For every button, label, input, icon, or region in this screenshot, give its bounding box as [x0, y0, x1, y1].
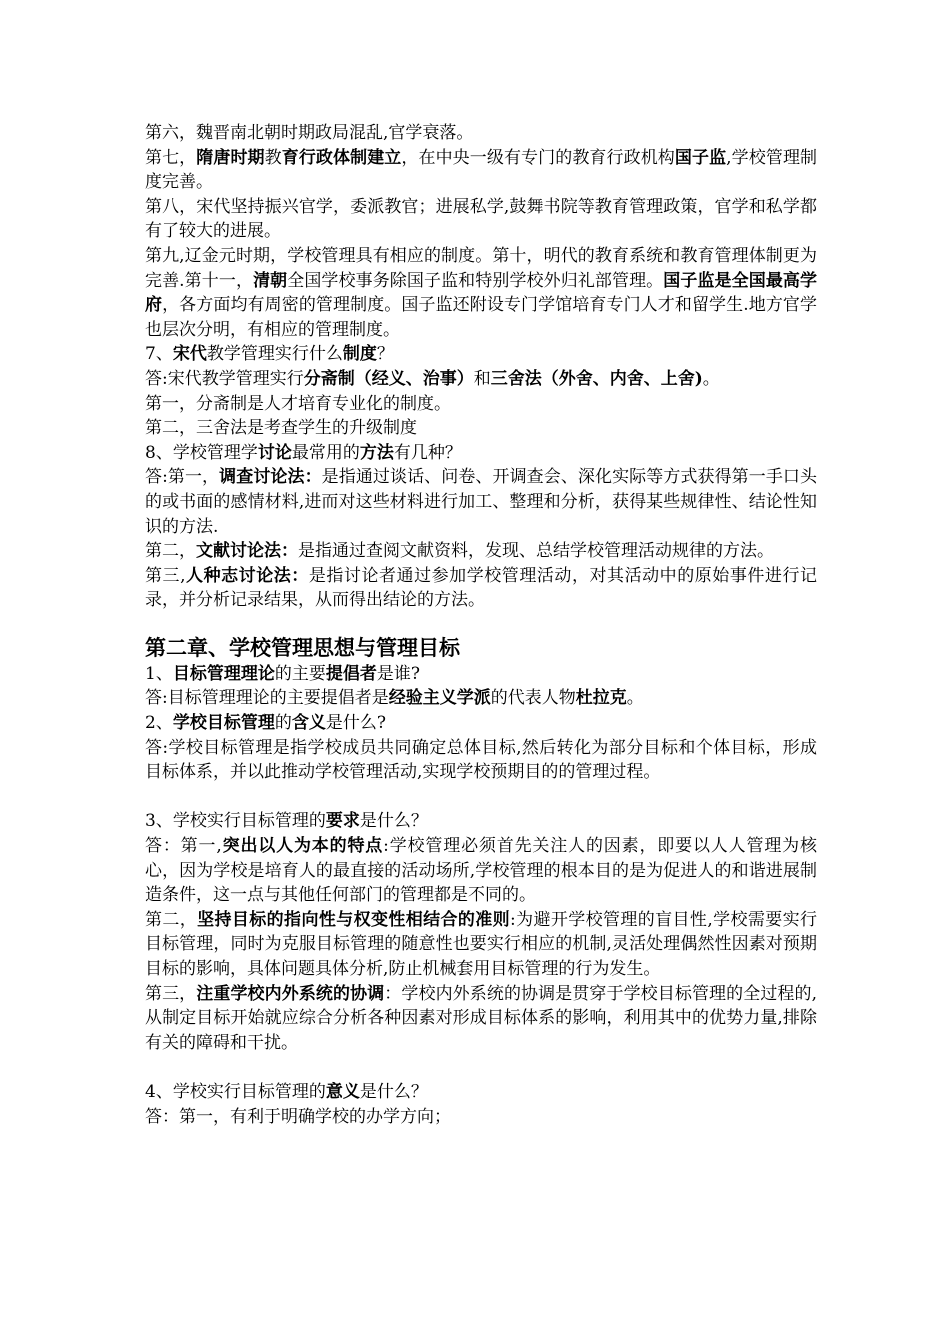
text-run: 3、学校实行目标管理的 [145, 811, 326, 832]
text-run: 8、学校管理学 [145, 442, 258, 463]
text-run: 第三， [145, 983, 197, 1004]
paragraph-c2-a [145, 736, 817, 785]
bold-term: 人种志讨论法： [185, 565, 309, 586]
paragraph-c1-q [145, 662, 817, 687]
text-run: 是指通过查阅文献资料，发现、总结学校管理活动规律的方法。 [298, 541, 774, 562]
paragraph-a7 [145, 367, 817, 392]
paragraph-p-ninth [145, 244, 817, 342]
bold-term: 要求 [325, 811, 360, 832]
bold-term: 国子监 [674, 147, 727, 168]
text-run: 是什么？ [359, 1081, 428, 1102]
text-run: 第三, [145, 565, 186, 586]
text-run: 答:第一， [145, 467, 220, 488]
text-run: 答:宋代教学管理实行 [145, 368, 304, 389]
paragraph-c3-q [145, 809, 817, 834]
text-run: 答：第一, [145, 836, 222, 857]
bold-term: 经验主义学派 [388, 688, 491, 709]
bold-term: 杜拉克 [575, 688, 627, 709]
paragraph-q8 [145, 441, 817, 466]
text-run: 2、 [145, 713, 173, 734]
bold-term: 宋代 [172, 344, 207, 365]
text-run: 第二， [145, 909, 198, 930]
bold-term: 育行政体制建立 [281, 147, 402, 168]
text-run: 全国学校事务除国子监和特别学校外归礼部管理。 [287, 270, 664, 291]
bold-term: 国子监是全国最高学府 [145, 270, 818, 316]
paragraph-c4-q [145, 1080, 817, 1105]
text-run: ，各方面均有周密的管理制度。国子监还附设专门学馆培育专门人才和留学生.地方官学也层次分明，有相应的管理制度。 [145, 295, 817, 340]
text-run: 答：第一，有利于明确学校的办学方向； [145, 1106, 451, 1127]
text-run: 。 [702, 368, 720, 389]
bold-term: 隋唐时期 [196, 147, 265, 168]
bold-term: 制度 [342, 344, 377, 365]
text-run: 是什么? [325, 713, 386, 734]
paragraph-a7-2 [145, 416, 817, 441]
text-run: 第六，魏晋南北朝时期政局混乱,官学衰落。 [145, 123, 474, 143]
text-run: 的主要 [274, 663, 326, 684]
text-run: ？ [376, 344, 394, 365]
text-run: 教 [264, 147, 282, 168]
text-run: 是指讨论者通过参加学校管理活动，对其活动中的原始事件进行记录，并分析记录结果，从而得出结论的方法。 [145, 565, 818, 611]
text-run: ,学校管理制度完善。 [145, 147, 818, 193]
paragraph-c3-a3 [145, 982, 817, 1056]
text-run: ：学校内外系统的协调是贯穿于学校目标管理的全过程的,从制定目标开始就应综合分析各种因素对形成目标体系的影响，利用其中的优势力量,排除有关的障碍和干扰。 [145, 983, 818, 1053]
paragraph-a7-1 [145, 392, 817, 417]
bold-term: 方法 [359, 442, 394, 463]
bold-term: 学校目标管理 [172, 713, 275, 734]
text-run: :为避开学校管理的盲目性,学校需要实行目标管理，同时为克服目标管理的随意性也要实行相应的机制,灵活处理偶然性因素对预期目标的影响，具体问题具体分析,防止机械套用目标管理的行为发生。 [145, 909, 818, 979]
text-run: 第二， [145, 541, 196, 562]
paragraph-c1-a [145, 686, 817, 711]
text-run: 1、 [145, 663, 173, 684]
bold-term: 意义 [325, 1081, 360, 1102]
bold-term: 三舍法（外舍、内舍、上舍) [490, 368, 703, 389]
bold-term: 坚持目标的指向性与权变性相结合的准则 [197, 909, 511, 930]
text-run: 第二，三舍法是考查学生的升级制度 [145, 418, 417, 439]
paragraph-p-eighth [145, 195, 817, 244]
text-run: 教学管理实行什么 [206, 344, 343, 365]
paragraph-a8-1 [145, 465, 817, 539]
chapter-heading: 第二章、学校管理思想与管理目标 [145, 634, 460, 660]
text-run: 第八，宋代坚持振兴官学，委派教官；进展私学,鼓舞书院等教育管理政策，官学和私学都有了较大的进展。 [145, 196, 817, 242]
text-run: 7、 [145, 344, 173, 365]
paragraph-c4-a1 [145, 1105, 817, 1130]
bold-term: 突出以人为本的特点 [221, 836, 384, 857]
text-run: 有几种？ [393, 442, 462, 463]
bold-term: 文献讨论法： [196, 541, 298, 562]
bold-term: 注重学校内外系统的协调 [196, 983, 385, 1004]
text-run: ，在中央一级有专门的教育行政机构 [401, 147, 675, 168]
bold-term: 讨论 [257, 442, 292, 463]
text-run: 是指通过谈话、问卷、开调查会、深化实际等方式获得第一手口头的或书面的感情材料,进而对这些材料进行加工、整理和分析，获得某些规律性、结论性知识的方法. [145, 467, 818, 537]
text-run: 的 [274, 713, 292, 734]
text-run: 是谁? [376, 663, 420, 684]
paragraph-c2-q [145, 711, 817, 736]
paragraph-p-sixth [145, 121, 817, 146]
text-run: 第九,辽金元时期，学校管理具有相应的制度。第十，明代的教育系统和教育管理体制更为完善.第十一， [145, 245, 817, 291]
document-page [145, 121, 817, 1129]
paragraph-a8-2 [145, 539, 817, 564]
bold-term: 含义 [291, 713, 326, 734]
text-run: 的代表人物 [490, 688, 576, 709]
text-run: 第七， [145, 147, 197, 168]
paragraph-p-seventh [145, 146, 817, 195]
text-run: 是什么？ [359, 811, 428, 832]
text-run: 和 [473, 368, 491, 389]
text-run: 。 [626, 688, 644, 709]
text-run: 4、学校实行目标管理的 [145, 1081, 326, 1102]
bold-term: 提倡者 [325, 663, 377, 684]
text-run: 答:目标管理理论的主要提倡者是 [145, 688, 389, 709]
section-history-and-methods [145, 121, 817, 613]
text-run: 最常用的 [291, 442, 360, 463]
bold-term: 分斋制（经义、治事） [303, 368, 474, 389]
blank-line [145, 785, 817, 810]
text-run: :学校管理必须首先关注人的因素，即要以人人管理为核心，因为学校是培育人的最直接的活动场所,学校管理的根本目的是为促进人的和谐进展制造条件，这一点与其他任何部门的管理都是不同的。 [145, 836, 818, 906]
section-chapter-two [145, 662, 817, 1129]
text-run: 第一，分斋制是人才培育专业化的制度。 [145, 393, 451, 414]
bold-term: 目标管理理论 [172, 663, 275, 684]
bold-term: 调查讨论法： [219, 467, 322, 488]
paragraph-a8-3 [145, 564, 817, 613]
bold-term: 清朝 [253, 270, 288, 291]
paragraph-c3-a2 [145, 908, 817, 982]
text-run: 答:学校目标管理是指学校成员共同确定总体目标,然后转化为部分目标和个体目标，形成目标体系，并以此推动学校管理活动,实现学校预期目的的管理过程。 [145, 737, 817, 783]
blank-line [145, 1055, 817, 1080]
paragraph-q7 [145, 342, 817, 367]
paragraph-c3-a1 [145, 834, 817, 908]
